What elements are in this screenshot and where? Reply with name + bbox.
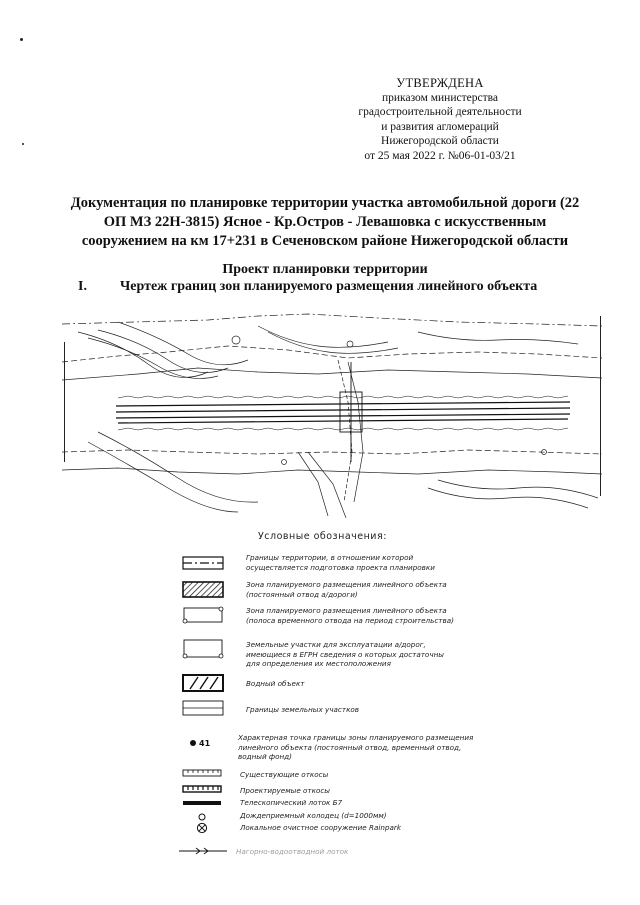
approval-line: Нижегородской области bbox=[381, 135, 499, 147]
legend-item-text: Земельные участки для эксплуатации а/дорог, имеющиеся в ЕГРН сведения о которых достаточны для определения их местоположения bbox=[246, 640, 444, 669]
approval-stamp bbox=[340, 76, 540, 163]
legend-item-text: Существующие откосы bbox=[240, 770, 329, 779]
legend-item-text: Границы территории, в отношении которой осуществляется подготовка проекта планировки bbox=[246, 553, 435, 572]
boundary-line-icon bbox=[182, 556, 224, 570]
designed-slope-icon bbox=[182, 785, 222, 795]
approval-line: приказом министерства bbox=[382, 91, 498, 104]
legend-title: Условные обозначения: bbox=[258, 531, 387, 542]
legend-item-text: Локальное очистное сооружение Rainpark bbox=[240, 823, 402, 832]
characteristic-point-icon bbox=[186, 736, 216, 750]
temporary-zone-icon bbox=[182, 606, 224, 624]
title-line: Документация по планировке территории участка автомобильной дороги (22 bbox=[70, 195, 580, 211]
drain-tray-icon bbox=[182, 800, 222, 806]
document-title bbox=[60, 194, 590, 251]
approval-line: и развития агломераций bbox=[381, 120, 499, 133]
scan-speck bbox=[22, 143, 24, 145]
legend-item-text: Проектируемые откосы bbox=[240, 786, 330, 795]
title-line: сооружением на км 17+231 в Сеченовском районе Нижегородской области bbox=[81, 233, 569, 249]
treatment-facility-icon bbox=[196, 822, 208, 834]
water-object-icon bbox=[182, 674, 224, 692]
legend-item-text: Нагорно-водоотводной лоток bbox=[236, 847, 349, 856]
ditch-line-icon bbox=[178, 847, 228, 855]
land-boundary-icon bbox=[182, 700, 224, 716]
approval-heading: УТВЕРЖДЕНА bbox=[396, 76, 484, 90]
legend-item-text: Зона планируемого размещения линейного объекта (полоса временного отвода на период строительства) bbox=[246, 606, 454, 625]
land-plot-icon bbox=[182, 638, 224, 660]
title-line: ОП МЗ 22Н-3815) Ясное - Кр.Остров - Левашовка с искусственным bbox=[103, 214, 547, 230]
legend-item-text: Зона планируемого размещения линейного объекта (постоянный отвод а/дороги) bbox=[246, 580, 447, 599]
section-heading bbox=[78, 279, 537, 295]
approval-date: от 25 мая 2022 г. №06-01-03/21 bbox=[364, 149, 516, 162]
boundary-plan-drawing bbox=[58, 302, 606, 522]
legend-item-text: Характерная точка границы зоны планируемого размещения линейного объекта (постоянный отвод, временный отвод, водный фонд) bbox=[238, 733, 474, 762]
legend-item-text: Водный объект bbox=[246, 679, 305, 688]
scan-speck bbox=[20, 38, 23, 41]
legend-item-text: Границы земельных участков bbox=[246, 705, 360, 714]
approval-line: градостроительной деятельности bbox=[358, 106, 522, 118]
legend-item-text: Телескопический лоток Б7 bbox=[240, 798, 343, 807]
existing-slope-icon bbox=[182, 769, 222, 779]
legend-item-text: Дождеприемный колодец (d=1000мм) bbox=[240, 811, 387, 820]
section-text: Чертеж границ зон планируемого размещения линейного объекта bbox=[120, 279, 538, 294]
section-number: I. bbox=[78, 279, 87, 294]
svg-text:41: 41 bbox=[199, 739, 211, 748]
hatched-zone-icon bbox=[182, 581, 224, 598]
rain-well-icon bbox=[197, 812, 207, 822]
project-subtitle: Проект планировки территории bbox=[222, 262, 428, 277]
